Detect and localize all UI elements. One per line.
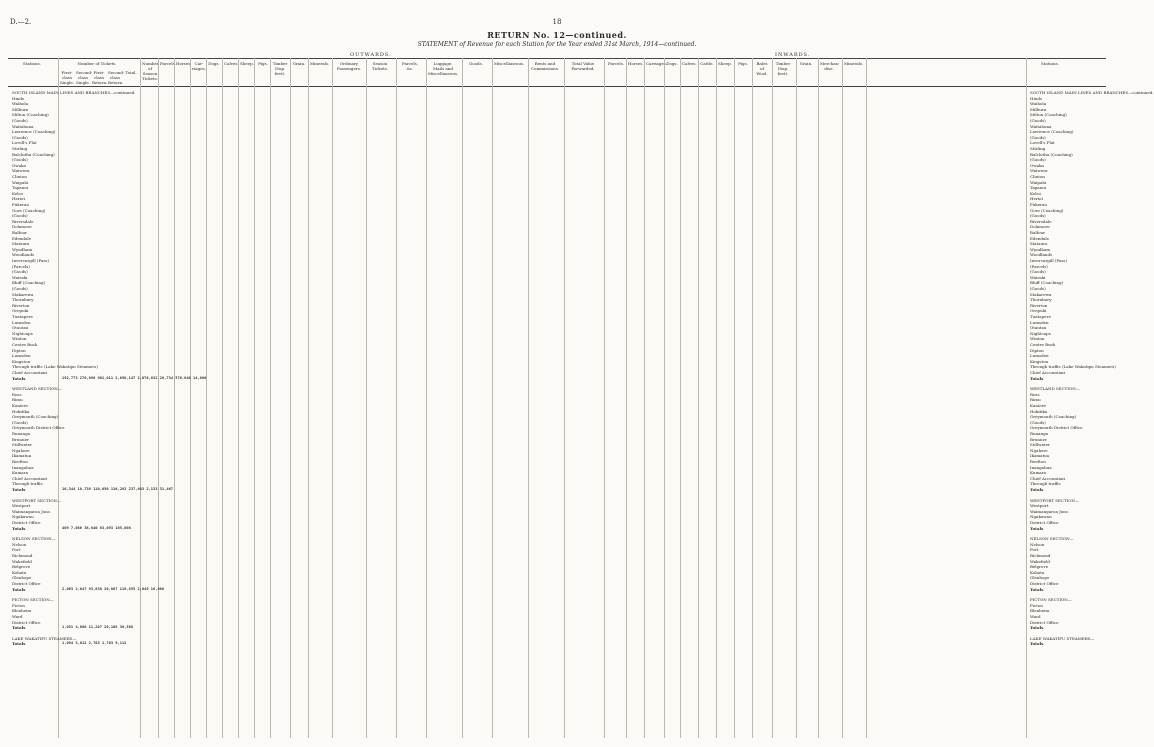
column-rule — [492, 58, 493, 738]
station-name: (Parcels) — [12, 263, 30, 269]
col-in-parcels: Parcels. — [608, 61, 625, 66]
station-name: Ross — [12, 391, 22, 397]
col-in-calves: Calves. — [682, 61, 697, 66]
station-name: Stirling — [12, 146, 28, 151]
totals-values: 192,773 270,896 901,011 2,050,147 2,070,032 20,734 576,840 14,600 — [62, 375, 207, 380]
station-name-right: Kaniere — [1030, 403, 1046, 408]
station-name: (Goods) — [12, 134, 28, 140]
station-name: Orepuki — [12, 308, 29, 314]
station-name-right: Ross — [1030, 391, 1040, 397]
column-rule — [238, 58, 239, 738]
station-name: Chief Accountant — [12, 370, 48, 375]
totals-values: 1,051 4,800 11,207 20,108 36,588 — [62, 625, 134, 630]
col-season: Number of Season Tickets. — [142, 61, 159, 81]
totals-label: Totals — [12, 641, 26, 647]
group-heading: WESTLAND SECTION— — [12, 386, 62, 392]
col-in-timber: Timber (Sup. feet). — [775, 61, 791, 76]
station-name-right: Dolamore — [1030, 224, 1050, 230]
station-name-right: Heriot — [1030, 196, 1044, 202]
station-name: Milburn — [12, 106, 29, 112]
station-name-right: Runanga — [1030, 431, 1049, 436]
station-name: (Goods) — [12, 157, 28, 163]
station-name-right: Kumara — [1030, 470, 1046, 476]
station-name-right: Richmond — [1030, 553, 1051, 558]
station-name-right: Greymouth (Coaching) — [1030, 414, 1077, 420]
station-name: Milton (Coaching) — [12, 112, 49, 118]
group-heading-right: LAKE WAKATIPU STEAMERS— — [1030, 635, 1095, 641]
totals-label-right: Totals — [1030, 641, 1044, 647]
col-in-sheep: Sheep. — [718, 61, 732, 66]
col-first: First-class Single. — [60, 70, 75, 85]
station-name: Wyndham — [12, 246, 33, 252]
col-calves: Calves. — [224, 61, 239, 66]
totals-label-right: Totals — [1030, 586, 1044, 592]
totals-values: 2,063 2,647 93,838 20,807 119,855 2,049 16,080 — [62, 586, 165, 591]
totals-label: Totals — [12, 487, 26, 492]
station-name-right: Brunner — [1030, 436, 1047, 442]
station-name-right: (Goods) — [1030, 134, 1046, 140]
col-in-horses: Horses. — [628, 61, 644, 66]
column-rule — [426, 58, 427, 738]
column-rule — [528, 58, 529, 738]
station-name: Kingston — [12, 358, 31, 364]
station-name-right: Ngahere — [1030, 447, 1048, 453]
station-name: (Goods) — [12, 419, 28, 425]
station-name-right: Makarewa — [1030, 291, 1052, 297]
station-name-right: Wairaki — [1030, 274, 1046, 280]
station-name: Otautau — [12, 325, 29, 331]
station-name: Ngahere — [12, 447, 30, 453]
station-name-right: Hokitika — [1030, 408, 1048, 414]
station-name-right: Reefton — [1030, 459, 1046, 464]
station-name: Tapanui — [12, 185, 29, 191]
column-rule — [396, 58, 397, 738]
station-name-right: Ngakawau — [1030, 514, 1052, 520]
column-rule — [664, 58, 665, 738]
col-horses: Horses. — [176, 61, 192, 66]
col-parcels: Parcels. — [160, 61, 177, 66]
station-name-right: Kelso — [1030, 190, 1041, 196]
station-name: Inangahua — [12, 464, 34, 470]
station-name: Reefton — [12, 459, 28, 464]
station-name-right: Pukerau — [1030, 202, 1047, 207]
col-grain: Grain. — [292, 61, 306, 66]
column-rule — [206, 58, 207, 738]
col-rents: Rents and Commissions. — [530, 61, 560, 71]
station-name: Westport — [12, 503, 31, 509]
station-name: Runanga — [12, 431, 31, 436]
station-name: Picton — [12, 602, 25, 608]
group-heading: NELSON SECTION— — [12, 536, 56, 542]
col-parcels-rev: Parcels, &c. — [401, 61, 419, 71]
station-name: Owaka — [12, 162, 26, 168]
totals-label-right: Totals — [1030, 375, 1044, 381]
group-heading: WESTPORT SECTION— — [12, 497, 62, 503]
station-name-right: Winton — [1030, 336, 1045, 342]
station-name-right: District Office — [1030, 520, 1059, 525]
station-name: Woodlands — [12, 252, 35, 258]
station-name-right: Greymouth District Office — [1030, 425, 1083, 431]
station-name-right: Mataura — [1030, 241, 1048, 247]
totals-label-right: Totals — [1030, 487, 1044, 492]
station-name: Belgrove — [12, 564, 31, 570]
column-rule — [698, 58, 699, 738]
station-name-right: Waipahi — [1030, 179, 1047, 185]
col-luggage: Luggage, Mails and Miscellaneous. — [428, 61, 459, 76]
col-second: Second-class Single. — [76, 70, 93, 85]
col-pigs: Pigs. — [258, 61, 268, 66]
column-rule — [734, 58, 735, 738]
station-name-right: Stillwater — [1030, 442, 1050, 448]
col-in-cattle: Cattle. — [700, 61, 714, 66]
column-rule — [308, 58, 309, 738]
station-name: (Goods) — [12, 118, 28, 123]
header-bottom-rule — [8, 86, 1106, 87]
station-name-right: Bluff (Coaching) — [1030, 280, 1064, 286]
col-total-value: Total Value Forwarded. — [571, 61, 595, 71]
group-heading-right: SOUTH ISLAND MAIN LINES AND BRANCHES—continued. — [1030, 90, 1154, 95]
column-rule — [772, 58, 773, 738]
station-name: Ngakawau — [12, 514, 34, 520]
column-rule — [564, 58, 565, 738]
column-rule — [158, 58, 159, 738]
station-name-right: Kingston — [1030, 358, 1049, 364]
station-name: (Goods) — [12, 269, 28, 275]
station-name: Through traffic (Lake Wakatipu Steamers) — [12, 364, 98, 370]
station-name: Tuatapere — [12, 314, 33, 319]
station-name: Winton — [12, 336, 27, 342]
station-name-right: Tuatapere — [1030, 314, 1051, 319]
station-name: Richmond — [12, 553, 33, 558]
station-name-right: Otautau — [1030, 325, 1047, 331]
col-in-wool: Bales of Wool. — [756, 61, 768, 76]
col-in-carriages: Carriages. — [646, 61, 668, 66]
station-name-right: Waihola — [1030, 101, 1047, 107]
station-name: (Goods) — [12, 213, 28, 219]
column-rule — [462, 58, 463, 738]
group-heading: LAKE WAKATIPU STEAMERS— — [12, 635, 77, 641]
station-name: Thornbury — [12, 297, 34, 303]
group-heading-right: NELSON SECTION— — [1030, 536, 1074, 542]
station-name-right: Nightcaps — [1030, 330, 1051, 336]
station-name: District Office — [12, 619, 41, 625]
col-stations-right: Stations. — [1041, 61, 1059, 66]
station-name-right: Edendale — [1030, 235, 1050, 241]
station-name-right: Inangahua — [1030, 464, 1052, 470]
col-stations: Stations. — [23, 61, 41, 66]
station-name-right: Balclutha (Coaching) — [1030, 151, 1073, 157]
station-name-right: Belgrove — [1030, 564, 1049, 570]
station-name: Blenheim — [12, 608, 32, 614]
station-name-right: Waiwera — [1030, 168, 1048, 174]
station-name: Dipton — [12, 347, 26, 353]
station-name: Waipahi — [12, 179, 29, 185]
col-season-rev: Season Tickets. — [372, 61, 388, 71]
station-name-right: Invercargill (Pass) — [1030, 258, 1068, 263]
page-number: 18 — [552, 18, 562, 26]
station-name: Ward — [12, 614, 23, 619]
column-rule — [604, 58, 605, 738]
col-in-minerals: Minerals. — [844, 61, 864, 66]
group-heading-right: WESTPORT SECTION— — [1030, 497, 1080, 503]
group-heading-right: WESTLAND SECTION— — [1030, 386, 1080, 392]
station-name: (Goods) — [12, 286, 28, 291]
station-name-right: Picton — [1030, 602, 1043, 608]
column-rule — [254, 58, 255, 738]
station-name-right: Kohatu — [1030, 569, 1045, 575]
station-name-right: Lumsden — [1030, 319, 1049, 325]
column-rule — [752, 58, 753, 738]
totals-label-right: Totals — [1030, 525, 1044, 531]
column-rule — [680, 58, 681, 738]
station-name: Nelson — [12, 541, 27, 547]
station-name: Wairaki — [12, 274, 28, 280]
station-name-right: Nelson — [1030, 541, 1045, 547]
totals-label: Totals — [12, 586, 26, 592]
column-rule — [366, 58, 367, 738]
station-name: Waiwera — [12, 168, 30, 174]
column-rule — [290, 58, 291, 738]
station-name-right: Thornbury — [1030, 297, 1052, 303]
totals-label: Totals — [12, 525, 26, 531]
column-rule — [818, 58, 819, 738]
station-name-right: Glenhope — [1030, 575, 1050, 581]
station-name-right: Ikamatua — [1030, 453, 1050, 459]
station-name: Kelso — [12, 190, 23, 196]
group-heading-right: PICTON SECTION— — [1030, 597, 1072, 603]
group-heading: SOUTH ISLAND MAIN LINES AND BRANCHES—continued. — [12, 90, 136, 95]
column-rule — [270, 58, 271, 738]
col-goods: Goods. — [469, 61, 483, 66]
station-name: Kohatu — [12, 569, 27, 575]
station-name: Centre Bush — [12, 342, 38, 347]
totals-values: 1,094 3,612 2,703 1,703 9,112 — [62, 641, 127, 646]
station-name: Lumsden — [12, 353, 31, 359]
column-rule — [842, 58, 843, 738]
station-name-right: Stirling — [1030, 146, 1046, 151]
station-name: Nightcaps — [12, 330, 33, 336]
station-name: Glenhope — [12, 575, 32, 581]
station-name-right: Riversdale — [1030, 218, 1052, 224]
station-name: Port — [12, 547, 21, 553]
station-name-right: Westport — [1030, 503, 1049, 509]
station-name-right: District Office — [1030, 581, 1059, 586]
station-name: Through traffic — [12, 481, 43, 487]
station-name: District Office — [12, 581, 41, 586]
station-name: Kumara — [12, 470, 28, 476]
col-in-grain: Grain. — [799, 61, 813, 66]
station-name-right: Clinton — [1030, 174, 1045, 179]
station-name-right: Milton (Coaching) — [1030, 112, 1067, 118]
page-subtitle: STATEMENT of Revenue for each Station for the Year ended 31st March, 1914—continued. — [417, 41, 697, 48]
column-rule — [626, 58, 627, 738]
page-title: RETURN No. 12—continued. — [487, 30, 627, 40]
station-name-right: Wyndham — [1030, 246, 1051, 252]
station-name-right: Ward — [1030, 614, 1041, 619]
station-name: Balfour — [12, 230, 27, 235]
station-name-right: (Goods) — [1030, 286, 1046, 291]
station-name: Waihola — [12, 101, 29, 107]
station-name: Waimangaroa Junc. — [12, 508, 52, 514]
col-tickets-group: Number of Tickets. — [77, 61, 117, 66]
station-name-right: Lovell's Flat — [1030, 140, 1055, 146]
station-name-right: Tapanui — [1030, 185, 1047, 191]
station-name: Wakefield — [12, 558, 32, 564]
station-name-right: Balfour — [1030, 230, 1045, 235]
station-name-right: Blenheim — [1030, 608, 1050, 614]
col-misc: Miscellaneous. — [494, 61, 525, 66]
col-minerals: Minerals. — [310, 61, 330, 66]
col-timber: Timber (Sup. feet). — [272, 61, 288, 76]
station-name-right: District Office — [1030, 619, 1059, 625]
station-name: Lovell's Flat — [12, 140, 37, 146]
station-name: Hinds — [12, 95, 24, 101]
outwards-label: OUTWARDS. — [350, 52, 392, 58]
station-name: Lumsden — [12, 319, 31, 325]
station-name-right: (Goods) — [1030, 118, 1046, 123]
station-name: Greymouth (Coaching) — [12, 414, 59, 420]
col-dogs: Dogs. — [208, 61, 220, 66]
station-name: Waitahuna — [12, 123, 34, 129]
station-name-right: Lumsden — [1030, 353, 1049, 359]
column-rule — [1026, 58, 1027, 738]
station-name: Riversdale — [12, 218, 34, 224]
page-reference: D.—2. — [10, 18, 32, 26]
station-name: Dolamore — [12, 224, 32, 230]
station-name-right: Through traffic (Lake Wakatipu Steamers) — [1030, 364, 1116, 370]
station-name: Ikamatua — [12, 453, 32, 459]
station-name: District Office — [12, 520, 41, 525]
station-name-right: (Goods) — [1030, 213, 1046, 219]
station-name-right: Waitahuna — [1030, 123, 1052, 129]
station-name: Clinton — [12, 174, 27, 179]
station-name: Stillwater — [12, 442, 32, 448]
totals-label: Totals — [12, 625, 26, 631]
col-ordinary-passengers: Ordinary Passengers. — [336, 61, 362, 71]
column-rule — [140, 58, 141, 738]
col-in-dogs: Dogs. — [666, 61, 678, 66]
station-name: Rimu — [12, 397, 23, 403]
station-name-right: Lawrence (Coaching) — [1030, 129, 1074, 135]
column-rule — [222, 58, 223, 738]
totals-label: Totals — [12, 375, 26, 381]
station-name: Mataura — [12, 241, 30, 247]
column-rule — [174, 58, 175, 738]
station-name-right: Orepuki — [1030, 308, 1047, 314]
station-name-right: Rimu — [1030, 397, 1041, 403]
station-name: Lawrence (Coaching) — [12, 129, 56, 135]
totals-values: 16,344 18,739 110,650 116,283 237,683 2,133 31,467 — [62, 487, 174, 491]
station-name-right: Owaka — [1030, 162, 1044, 168]
totals-values: 409 7,086 38,840 63,093 105,008 — [62, 525, 131, 530]
column-rule — [716, 58, 717, 738]
station-name-right: Centre Bush — [1030, 342, 1056, 347]
station-name-right: Woodlands — [1030, 252, 1053, 258]
column-rule — [190, 58, 191, 738]
station-name: Chief Accountant — [12, 475, 48, 481]
station-name-right: Milburn — [1030, 106, 1047, 112]
station-name: Bluff (Coaching) — [12, 280, 46, 286]
col-in-merchandise: Merchan-dise. — [820, 61, 840, 71]
col-carriages: Car-riages. — [192, 61, 206, 71]
station-name-right: Chief Accountant — [1030, 370, 1066, 375]
station-name-right: Dipton — [1030, 347, 1044, 353]
col-second-ret: Second-class Return. — [108, 70, 125, 85]
station-name: Heriot — [12, 196, 26, 202]
station-name-right: (Goods) — [1030, 269, 1046, 275]
station-name-right: Port — [1030, 547, 1039, 553]
totals-label-right: Totals — [1030, 625, 1044, 631]
station-name: Pukerau — [12, 202, 29, 207]
station-name-right: Chief Accountant — [1030, 475, 1066, 481]
col-first-ret: First-class Return. — [92, 70, 108, 85]
table-top-rule — [8, 58, 1106, 59]
station-name: Balclutha (Coaching) — [12, 151, 55, 157]
station-name-right: Riverton — [1030, 302, 1048, 308]
station-name-right: Waimangaroa Junc. — [1030, 508, 1070, 514]
station-name-right: Wakefield — [1030, 558, 1050, 564]
station-name: Gore (Coaching) — [12, 207, 46, 213]
station-name-right: (Goods) — [1030, 419, 1046, 425]
col-sheep: Sheep. — [240, 61, 254, 66]
col-in-pigs: Pigs. — [738, 61, 748, 66]
station-name: Makarewa — [12, 291, 34, 297]
station-name: Hokitika — [12, 408, 30, 414]
station-name: Edendale — [12, 235, 32, 241]
station-name-right: Gore (Coaching) — [1030, 207, 1064, 213]
group-heading: PICTON SECTION— — [12, 597, 54, 603]
station-name-right: (Goods) — [1030, 157, 1046, 163]
station-name-right: Through traffic — [1030, 481, 1061, 487]
col-total: Total. — [125, 70, 137, 75]
station-name: Invercargill (Pass) — [12, 258, 50, 263]
station-name: Kaniere — [12, 403, 28, 408]
column-rule — [796, 58, 797, 738]
column-rule — [332, 58, 333, 738]
column-rule — [644, 58, 645, 738]
column-rule — [866, 58, 867, 738]
station-name-right: (Parcels) — [1030, 263, 1048, 269]
station-name: Greymouth District Office — [12, 425, 65, 431]
station-name-right: Hinds — [1030, 95, 1042, 101]
station-name: Riverton — [12, 302, 30, 308]
station-name: Brunner — [12, 436, 29, 442]
inwards-label: INWARDS. — [775, 52, 811, 58]
